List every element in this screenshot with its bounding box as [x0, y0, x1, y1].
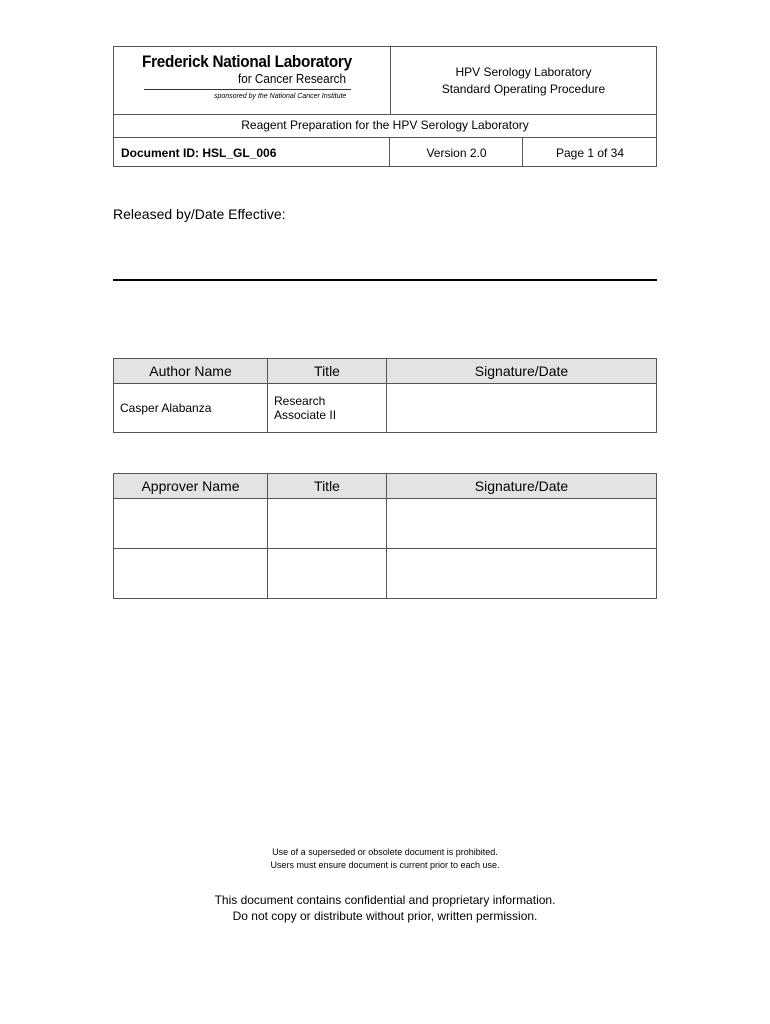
author-name: Casper Alabanza: [114, 384, 268, 433]
author-title-line-1: Research: [274, 394, 326, 408]
logo-tagline: sponsored by the National Cancer Institute: [214, 93, 347, 100]
logo-line-2: for Cancer Research: [238, 71, 346, 86]
approver-title-header: Title: [268, 474, 387, 499]
confidential-notice: [0, 892, 770, 924]
approver-signature-header: Signature/Date: [387, 474, 657, 499]
table-row: [114, 384, 657, 433]
logo: [114, 47, 391, 114]
author-name-header: Author Name: [114, 359, 268, 384]
table-row: [114, 549, 657, 599]
obsolete-notice: [0, 846, 770, 872]
approver-table: [113, 473, 657, 599]
header-bottom-row: [114, 138, 656, 166]
author-title-header: Title: [268, 359, 387, 384]
approver-name-header: Approver Name: [114, 474, 268, 499]
sop-title-cell: [391, 47, 656, 114]
logo-divider: [144, 89, 351, 90]
document-header: [113, 46, 657, 167]
author-title-line-2: Associate II: [274, 408, 337, 422]
approver-signature-field[interactable]: [387, 499, 657, 549]
document-id: Document ID: HSL_GL_006: [114, 138, 390, 166]
obsolete-notice-line-1: Use of a superseded or obsolete document is prohibited.: [272, 847, 498, 857]
approver-signature-field[interactable]: [387, 549, 657, 599]
author-table-header: [114, 359, 657, 384]
approver-table-header: [114, 474, 657, 499]
page-number: Page 1 of 34: [555, 146, 625, 160]
release-signature-line: [113, 279, 657, 281]
sop-line-1: HPV Serology Laboratory: [455, 64, 592, 79]
approver-name-field[interactable]: [114, 549, 268, 599]
author-table: [113, 358, 657, 433]
logo-line-1: Frederick National Laboratory: [142, 52, 352, 71]
approver-title-field[interactable]: [268, 499, 387, 549]
header-top-row: [114, 47, 656, 115]
approver-title-field[interactable]: [268, 549, 387, 599]
author-title: [268, 384, 387, 433]
released-label: Released by/Date Effective:: [113, 206, 286, 222]
sop-line-2: Standard Operating Procedure: [441, 81, 606, 96]
table-row: [114, 499, 657, 549]
confidential-line-1: This document contains confidential and proprietary information.: [214, 893, 556, 907]
document-title: Reagent Preparation for the HPV Serology Laboratory: [114, 114, 656, 138]
confidential-line-2: Do not copy or distribute without prior, written permission.: [232, 909, 538, 923]
obsolete-notice-line-2: Users must ensure document is current prior to each use.: [270, 860, 500, 870]
author-signature-field[interactable]: [387, 384, 657, 433]
approver-name-field[interactable]: [114, 499, 268, 549]
version: Version 2.0: [391, 138, 523, 166]
author-signature-header: Signature/Date: [387, 359, 657, 384]
